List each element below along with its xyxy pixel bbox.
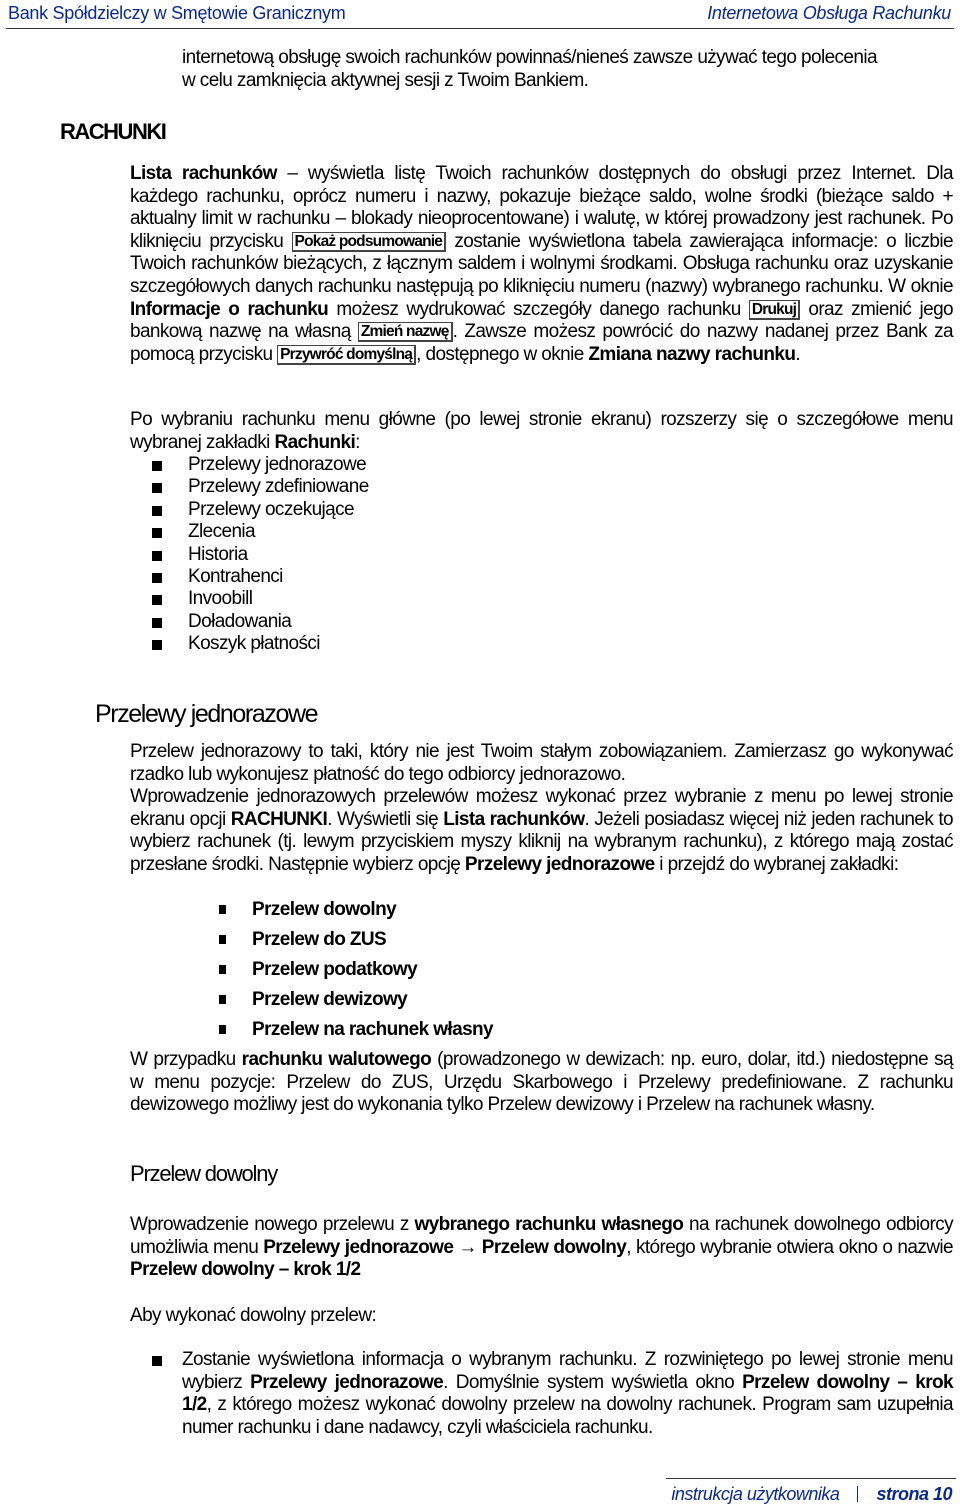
list-item-label: Przelew podatkowy xyxy=(252,959,418,980)
p1-text-7: . xyxy=(795,343,801,365)
section-title: Przelewy jednorazowe xyxy=(95,700,318,728)
rename-button[interactable]: Zmień nazwę xyxy=(358,322,453,342)
square-bullet-icon xyxy=(152,595,162,605)
print-button[interactable]: Drukuj xyxy=(749,300,800,320)
show-summary-button[interactable]: Pokaż podsumowanie xyxy=(292,232,447,252)
arrow-right-icon: → xyxy=(458,1236,477,1258)
footer-separator xyxy=(857,1486,858,1502)
p1-text-2: zostanie wyświetlona tabela zawierająca informacje: o liczbie Twoich rachunków bieżących, z łącznym saldem i wolnymi środkami. Obsługa rachunku oraz uzyskanie szczegółowych danych rachunku następują po kliknięciu numeru (nazwy) wybranego rachunku. W oknie xyxy=(130,230,953,297)
p1-text-3: możesz wydrukować szczegóły danego rachunku xyxy=(328,298,749,320)
p1-text-1: – wyświetla listę Twoich rachunków dostępnych do obsługi przez Internet. Dla każdego rachunku, oprócz numeru i nazwy, pokazuje bieżące saldo, wolne środki (bieżące saldo + aktualny limit w rachunku – blokady nieoprocentowane) i walutę, w której prowadzony jest rachunek. Po kliknięciu przycisku xyxy=(130,163,953,252)
p2-text-1: Po wybraniu rachunku menu główne (po lewej stronie ekranu) rozszerzy się o szczegółowe menu wybranej zakładki xyxy=(130,409,953,453)
step1-text-1: Zostanie wyświetlona informacja o wybranym rachunku. Z rozwiniętego po lewej stronie menu wybierz xyxy=(182,1349,953,1393)
p5-text-2: na rachunek dowolnego odbiorcy umożliwia menu xyxy=(130,1214,954,1258)
list-item-label: Doładowania xyxy=(188,610,292,632)
step-list xyxy=(130,1349,953,1439)
accounts-submenu-list xyxy=(130,454,730,656)
square-bullet-icon xyxy=(152,528,162,538)
p3-text-1: Wprowadzenie jednorazowych przelewów możesz wykonać przez wybranie z menu po lewej stronie ekranu opcji xyxy=(130,786,953,830)
list-item xyxy=(130,611,730,633)
square-bullet-icon xyxy=(152,618,162,628)
term-own-account: wybranego rachunku własnego xyxy=(414,1214,684,1235)
step1-text-2: . Domyślnie system wyświetla okno xyxy=(443,1371,743,1393)
list-item xyxy=(130,985,730,1015)
p3-text-2: . Wyświetli się xyxy=(327,808,444,830)
square-bullet-icon xyxy=(219,1025,226,1034)
p3-text-4: i przejdź do wybranej zakładki: xyxy=(654,853,899,875)
square-bullet-icon xyxy=(152,461,162,471)
term-accounts-list-2: Lista rachunków xyxy=(443,808,585,830)
term-currency-account: rachunku walutowego xyxy=(241,1049,432,1070)
square-bullet-icon xyxy=(219,995,226,1004)
list-item xyxy=(130,1015,730,1045)
accounts-list-paragraph xyxy=(130,163,953,366)
list-item-label: Koszyk płatności xyxy=(188,633,320,655)
footer xyxy=(671,1484,952,1505)
any-transfer-paragraph xyxy=(130,1214,953,1282)
p3-instructions xyxy=(130,786,953,876)
p5-text-3: , którego wybranie otwiera okno o nazwie xyxy=(626,1236,953,1258)
list-item xyxy=(130,544,730,566)
foreign-currency-paragraph xyxy=(130,1049,953,1117)
p4-text-2: (prowadzonego w dewizach: np. euro, dolar, itd.) niedostępne są w menu pozycje: Przelew do ZUS, Urzędu Skarbowego i Przelewy predefiniowane. Z rachunku dewizowego możliwy jest do wykonania tylko Przelew dewizowy i Przelew na rachunek własny. xyxy=(130,1049,954,1116)
p1-text-4: oraz zmienić jego bankową nazwę na własną xyxy=(130,298,954,343)
header-bank-name: Bank Spółdzielczy w Smętowie Granicznym xyxy=(8,3,346,23)
header-doc-title: Internetowa Obsługa Rachunku xyxy=(707,3,951,23)
list-item xyxy=(130,925,730,955)
list-item-label: Kontrahenci xyxy=(188,566,283,588)
p2-text-2: : xyxy=(355,431,360,453)
intro-line-1: internetową obsługę swoich rachunków powinnaś/nieneś zawsze używać tego polecenia xyxy=(182,47,877,68)
list-item-label: Przelewy zdefiniowane xyxy=(188,476,369,498)
term-one-time-transfers-3: Przelewy jednorazowe xyxy=(250,1371,444,1393)
list-item-label: Przelew dewizowy xyxy=(252,989,408,1010)
intro-text xyxy=(182,47,954,92)
term-account-info: Informacje o rachunku xyxy=(130,298,329,320)
list-item xyxy=(130,955,730,985)
list-item-label: Przelew do ZUS xyxy=(252,929,387,950)
square-bullet-icon xyxy=(152,506,162,516)
list-item xyxy=(130,476,730,498)
footer-label: instrukcja użytkownika xyxy=(671,1484,840,1504)
p3-text-3: . Jeżeli posiadasz więcej niż jeden rachunek to wybierz rachunek (tj. lewym przyciskiem myszy kliknij na wybranym rachunku), z którego mają zostać przesłane środki. Następnie wybierz opcję xyxy=(130,808,953,875)
term-rename-window: Zmiana nazwy rachunku xyxy=(588,343,796,365)
p1-text-5: . Zawsze możesz powrócić do nazwy nadanej przez Bank za pomocą przycisku xyxy=(130,321,953,365)
footer-page-label: strona xyxy=(876,1484,929,1504)
term-accounts-tab: Rachunki xyxy=(274,431,356,453)
square-bullet-icon xyxy=(152,1356,162,1366)
square-bullet-icon xyxy=(152,573,162,583)
list-item xyxy=(130,499,730,521)
step1-text-3: , z którego możesz wykonać dowolny przelew na dowolny rachunek. Program sam uzupełnia numer rachunku i dane nadawcy, czyli właściciela rachunku. xyxy=(182,1394,953,1438)
list-item-label: Przelew dowolny xyxy=(252,899,397,920)
footer-divider xyxy=(666,1478,956,1479)
list-item-label: Przelew na rachunek własny xyxy=(252,1019,494,1040)
square-bullet-icon xyxy=(152,640,162,650)
side-title: RACHUNKI xyxy=(60,119,166,144)
square-bullet-icon xyxy=(152,483,162,493)
intro-line-2: w celu zamknięcia aktywnej sesji z Twoim Bankiem. xyxy=(182,69,589,91)
term-any-transfer: Przelew dowolny xyxy=(481,1236,627,1258)
list-item-label: Zlecenia xyxy=(188,521,256,543)
header-divider xyxy=(6,28,954,29)
term-any-transfer-step: Przelew dowolny – krok 1/2 xyxy=(130,1259,361,1281)
p1-text-6: , dostępnego w oknie xyxy=(416,343,589,365)
list-item-label: Przelewy oczekujące xyxy=(188,498,355,520)
restore-default-button[interactable]: Przywróć domyślną xyxy=(277,345,416,365)
one-time-transfers-paragraph xyxy=(130,741,953,877)
transfer-types-list xyxy=(130,895,730,1045)
menu-intro-paragraph xyxy=(130,409,953,454)
square-bullet-icon xyxy=(152,551,162,561)
term-one-time-transfers: Przelewy jednorazowe xyxy=(464,853,655,875)
term-accounts-list: Lista rachunków xyxy=(130,163,277,184)
list-item xyxy=(130,633,730,655)
list-item xyxy=(130,566,730,588)
list-item-label: Historia xyxy=(188,543,248,565)
p5-text-1: Wprowadzenie nowego przelewu z xyxy=(130,1214,415,1235)
square-bullet-icon xyxy=(219,935,226,944)
term-one-time-transfers-2: Przelewy jednorazowe xyxy=(263,1236,454,1258)
p3-definition: Przelew jednorazowy to taki, który nie jest Twoim stałym zobowiązaniem. Zamierzasz go wykonywać rzadko lub wykonujesz płatność do tego odbiorcy jednorazowo. xyxy=(130,741,953,785)
subsection-title: Przelew dowolny xyxy=(130,1161,278,1186)
term-any-transfer-step-2: Przelew dowolny – krok 1/2 xyxy=(182,1371,953,1416)
list-item-label: Invoobill xyxy=(188,588,253,610)
how-to-paragraph: Aby wykonać dowolny przelew: xyxy=(130,1305,377,1326)
list-item xyxy=(130,521,730,543)
footer-page-number: 10 xyxy=(932,1484,952,1504)
term-accounts-option: RACHUNKI xyxy=(230,808,328,830)
square-bullet-icon xyxy=(219,965,226,974)
list-item xyxy=(130,454,730,476)
p4-text-1: W przypadku xyxy=(130,1049,242,1070)
list-item-label: Przelewy jednorazowe xyxy=(188,454,367,475)
list-item xyxy=(130,588,730,610)
list-item xyxy=(130,895,730,925)
square-bullet-icon xyxy=(219,905,226,914)
step-1-text xyxy=(182,1349,953,1439)
